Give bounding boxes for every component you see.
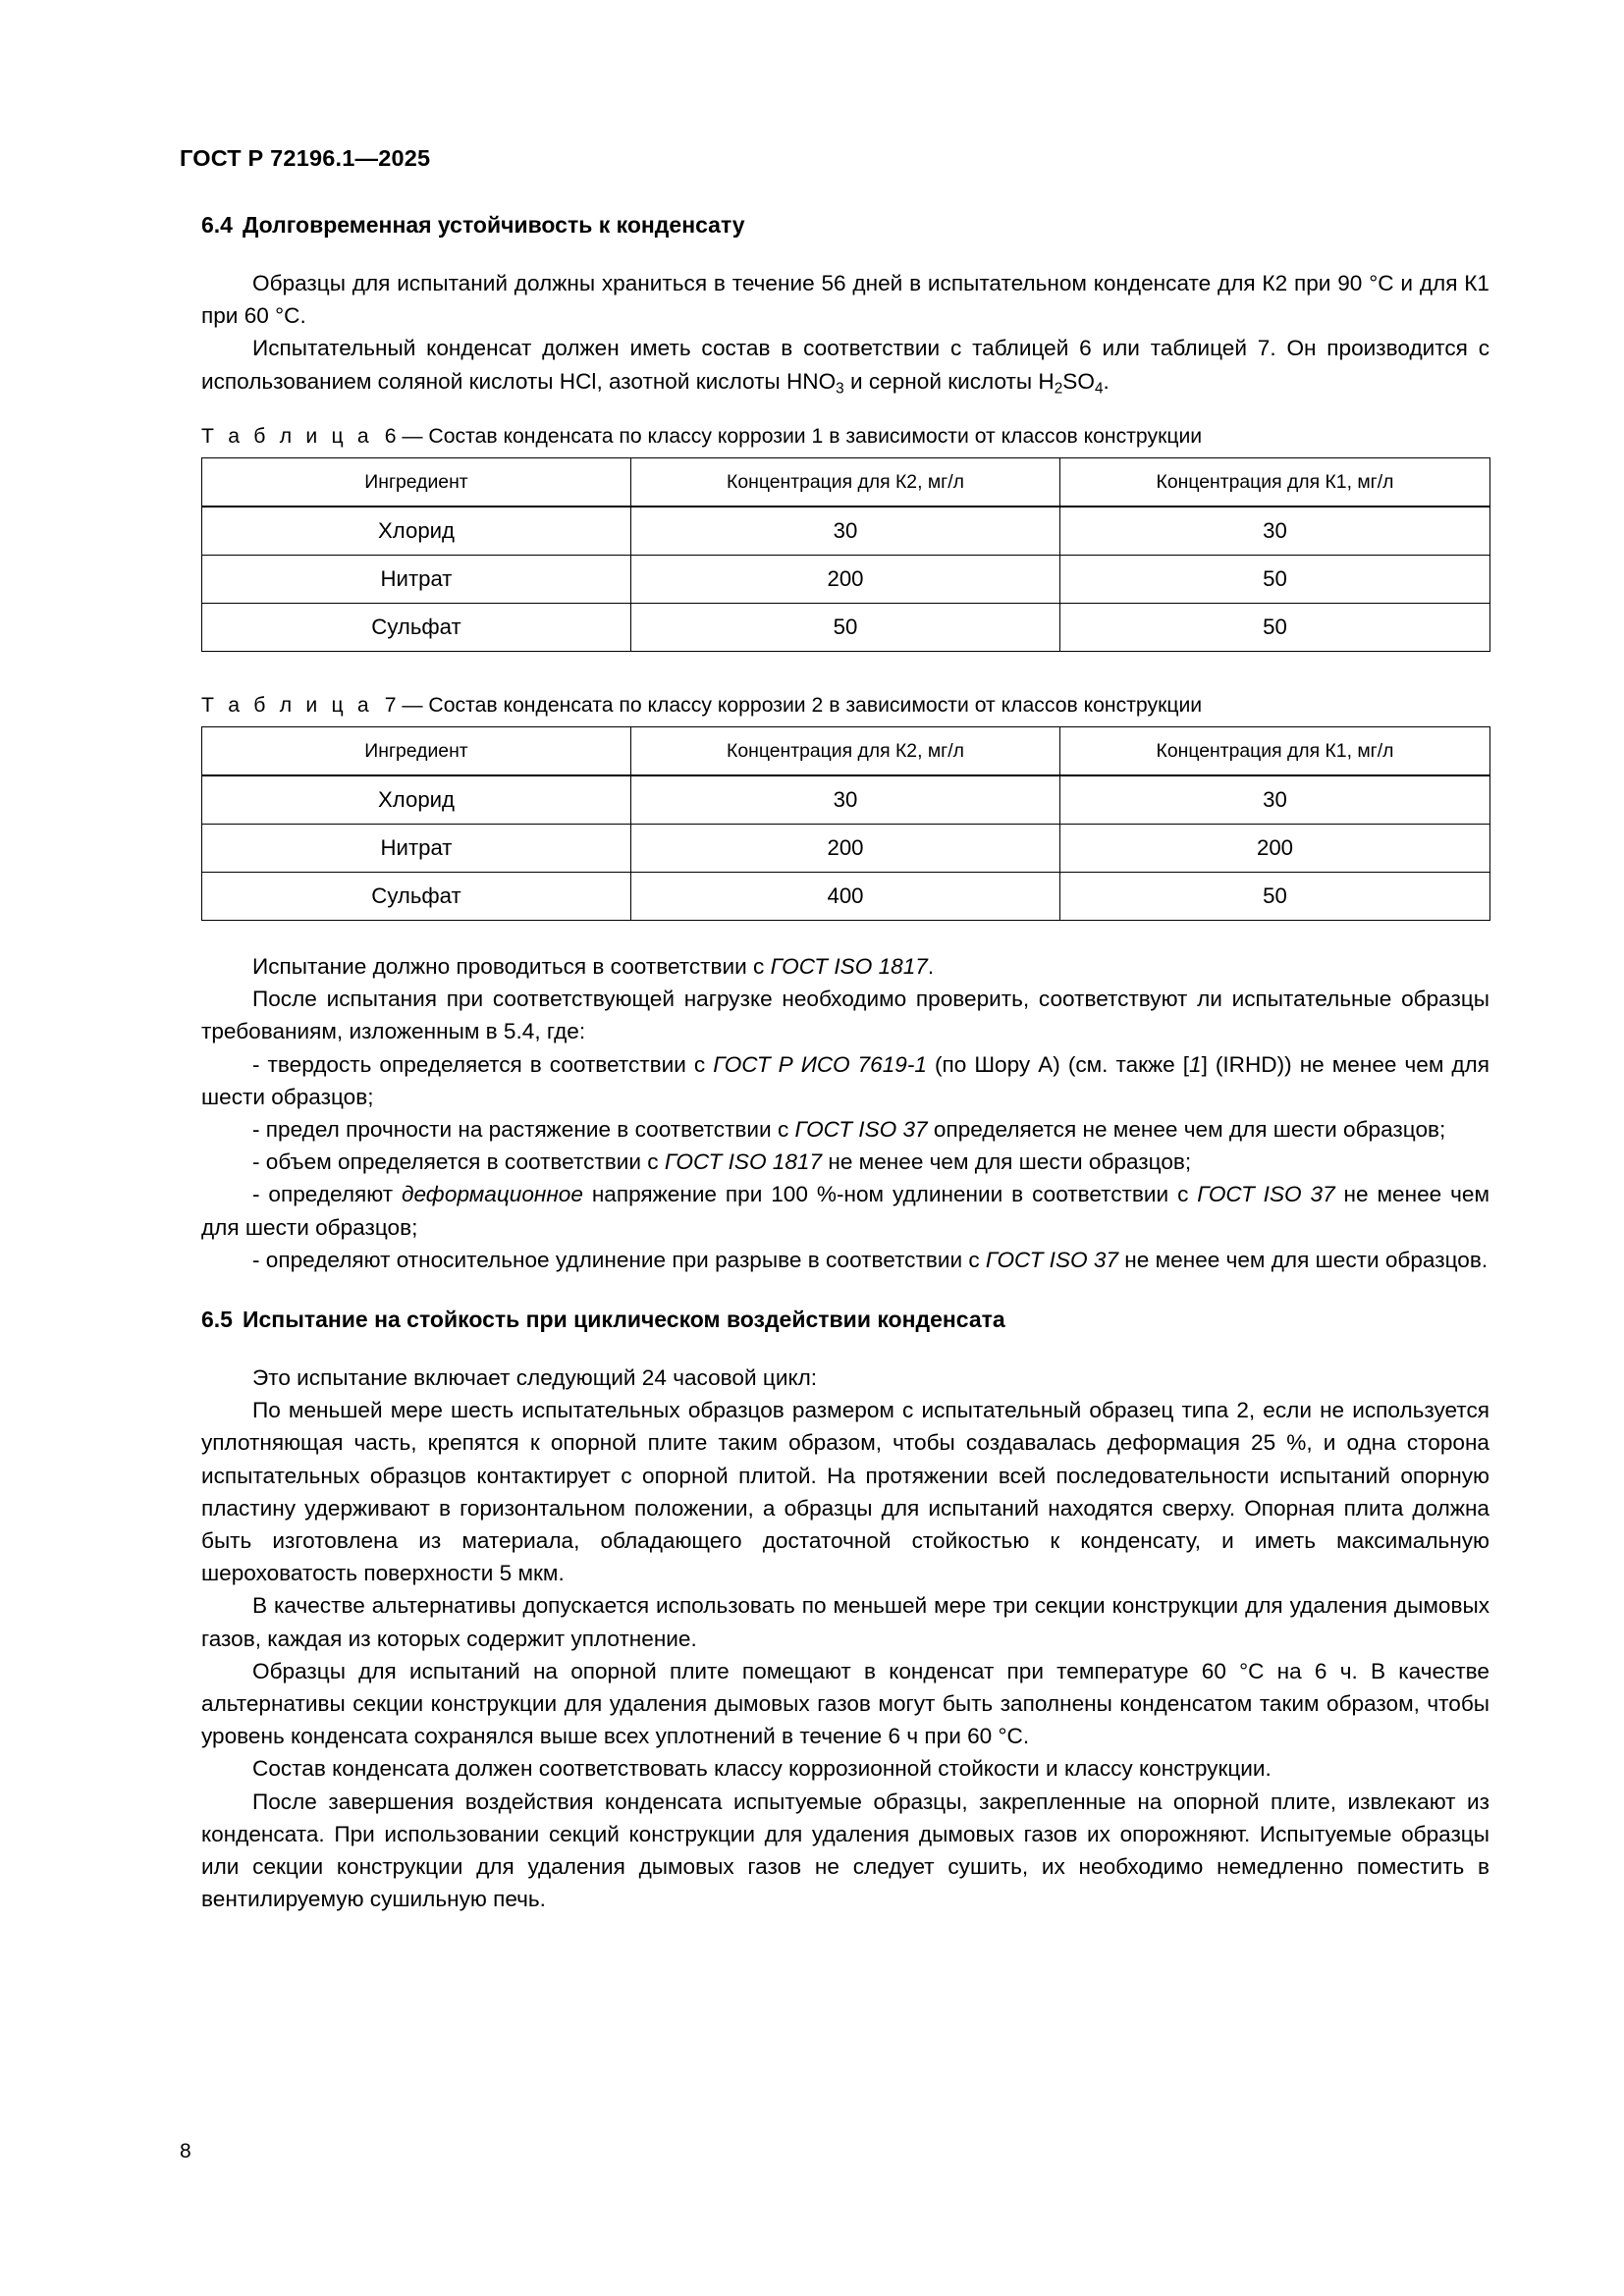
cell-ingredient: Хлорид	[202, 507, 631, 556]
text-run: .	[1103, 368, 1110, 394]
cell-k2: 200	[631, 556, 1060, 604]
standard-reference: ГОСТ ISO 37	[1197, 1182, 1335, 1207]
standard-reference: ГОСТ ISO 37	[794, 1117, 928, 1143]
text-run: - твердость определяется в соответствии с	[252, 1051, 714, 1077]
table-caption-6	[201, 422, 1489, 452]
paragraph-6-5-3: В качестве альтернативы допускается использовать по меньшей мере три секции конструкции для удаления дымовых газов, каждая из которых содержит уплотнение.	[201, 1593, 1489, 1651]
table-header-row	[202, 458, 1490, 507]
section-number: 6.5	[201, 1307, 233, 1333]
bullet-hardness	[201, 1048, 1489, 1113]
caption-label: Т а б л и ц а	[201, 694, 373, 717]
text-run: определяется не менее чем для шести образцов;	[927, 1117, 1446, 1143]
paragraph-6-4-3	[201, 950, 1489, 983]
cell-k1: 30	[1060, 507, 1490, 556]
text-run: не менее чем для шести образцов.	[1118, 1247, 1489, 1272]
text-run: не менее чем для шести образцов;	[822, 1149, 1192, 1175]
cell-k1: 50	[1060, 873, 1490, 921]
column-header-k1: Концентрация для К1, мг/л	[1060, 727, 1490, 775]
section-number: 6.4	[201, 212, 233, 238]
cell-k2: 400	[631, 873, 1060, 921]
text-run: - объем определяется в соответствии с	[252, 1149, 665, 1175]
table-row	[202, 604, 1490, 652]
paragraph-6-5-1: Это испытание включает следующий 24 часовой цикл:	[252, 1364, 818, 1390]
subscript: 4	[1094, 379, 1104, 397]
standard-reference: ГОСТ ISO 37	[985, 1247, 1119, 1272]
table-row	[202, 507, 1490, 556]
paragraph-6-5-5: Состав конденсата должен соответствовать классу коррозионной стойкости и классу конструкции.	[252, 1756, 1272, 1782]
text-run: не менее чем для шести образцов;	[201, 1182, 1489, 1240]
cell-k1: 50	[1060, 604, 1490, 652]
citation-number: 1	[1189, 1051, 1202, 1077]
cell-ingredient: Хлорид	[202, 776, 631, 825]
text-run: (по Шору А) (см. также [	[926, 1051, 1189, 1077]
subscript: 3	[836, 379, 844, 397]
column-header-k2: Концентрация для К2, мг/л	[631, 727, 1060, 775]
section-title: Долговременная устойчивость к конденсату	[242, 212, 745, 238]
text-run: и серной кислоты H	[843, 368, 1055, 394]
table-row	[202, 873, 1490, 921]
text-run: .	[927, 954, 935, 979]
cell-ingredient: Нитрат	[202, 556, 631, 604]
cell-k2: 50	[631, 604, 1060, 652]
text-run: Испытание должно проводиться в соответствии с	[252, 954, 771, 979]
table-row	[202, 825, 1490, 873]
text-run: SO	[1062, 368, 1095, 394]
paragraph-6-4-2	[201, 332, 1489, 404]
column-header-ingredient: Ингредиент	[202, 458, 631, 507]
bullet-elongation-at-break	[201, 1244, 1489, 1276]
subscript: 2	[1054, 379, 1063, 397]
paragraph-6-5-4: Образцы для испытаний на опорной плите помещают в конденсат при температуре 60 °С на 6 ч. В качестве альтернативы секции конструкции для удаления дымовых газов могут быть заполнены конденсатом таким образом, чтобы уровень конденсата сохранялся выше всех уплотнений в течение 6 ч при 60 °С.	[201, 1658, 1489, 1749]
cell-k2: 30	[631, 507, 1060, 556]
text-run: ] (IRHD)) не менее чем для шести образцов;	[201, 1051, 1489, 1109]
standard-reference: ГОСТ ISO 1817	[664, 1149, 823, 1175]
text-run: - определяют относительное удлинение при разрыве в соответствии с	[252, 1247, 986, 1272]
bullet-deformation-stress	[201, 1178, 1489, 1243]
paragraph-6-5-6: После завершения воздействия конденсата испытуемые образцы, закрепленные на опорной плите, извлекают из конденсата. При использовании секций конструкции для удаления дымовых газов их опорожняют. Испытуемые образцы или секции конструкции для удаления дымовых газов не следует сушить, их необходимо немедленно поместить в вентилируемую сушильную печь.	[201, 1789, 1489, 1912]
paragraph-6-5-2: По меньшей мере шесть испытательных образцов размером с испытательный образец типа 2, если не используется уплотняющая часть, крепятся к опорной плите таким образом, чтобы создавалась деформация 25 %, и одна сторона испытательных образцов контактирует с опорной плитой. На протяжении всей последовательности испытаний опорную пластину удерживают в горизонтальном положении, а образцы для испытаний находятся сверху. Опорная плита должна быть изготовлена из материала, обладающего достаточной стойкостью к конденсату, и иметь максимальную шероховатость поверхности 5 мкм.	[201, 1398, 1489, 1586]
section-heading-6-4	[201, 211, 1489, 240]
column-header-k1: Концентрация для К1, мг/л	[1060, 458, 1490, 507]
cell-k1: 50	[1060, 556, 1490, 604]
table-6	[201, 457, 1490, 652]
bullet-volume	[201, 1146, 1489, 1178]
table-header-row	[202, 727, 1490, 775]
section-heading-6-5	[201, 1306, 1489, 1335]
caption-text: 6 — Состав конденсата по классу коррозии 1 в зависимости от классов конструкции	[384, 425, 1203, 448]
page-content	[201, 211, 1489, 1915]
running-header: ГОСТ Р 72196.1—2025	[180, 145, 431, 171]
section-title: Испытание на стойкость при циклическом воздействии конденсата	[242, 1307, 1005, 1333]
table-row	[202, 776, 1490, 825]
cell-k2: 200	[631, 825, 1060, 873]
cell-k2: 30	[631, 776, 1060, 825]
column-header-ingredient: Ингредиент	[202, 727, 631, 775]
table-row	[202, 556, 1490, 604]
column-header-k2: Концентрация для К2, мг/л	[631, 458, 1060, 507]
cell-ingredient: Сульфат	[202, 604, 631, 652]
text-run: напряжение при 100 %-ном удлинении в соответствии с	[582, 1182, 1198, 1207]
paragraph-6-4-4: После испытания при соответствующей нагрузке необходимо проверить, соответствуют ли испытательные образцы требованиям, изложенным в 5.4, где:	[201, 987, 1489, 1044]
standard-reference: ГОСТ Р ИСО 7619-1	[713, 1051, 927, 1077]
table-7	[201, 726, 1490, 921]
cell-k1: 200	[1060, 825, 1490, 873]
cell-ingredient: Нитрат	[202, 825, 631, 873]
text-run: - предел прочности на растяжение в соответствии с	[252, 1117, 795, 1143]
page-number: 8	[180, 2140, 191, 2163]
standard-reference: ГОСТ ISO 1817	[770, 954, 928, 979]
text-run: Испытательный конденсат должен иметь состав в соответствии с таблицей 6 или таблицей 7. Он производится с использованием соляной кислоты HCl, азотной кислоты HNO	[201, 336, 1489, 394]
cell-k1: 30	[1060, 776, 1490, 825]
caption-text: 7 — Состав конденсата по классу коррозии 2 в зависимости от классов конструкции	[384, 694, 1203, 717]
text-run: - определяют	[252, 1182, 402, 1207]
bullet-tensile-strength	[201, 1113, 1489, 1146]
emphasis-term: деформационное	[402, 1182, 583, 1207]
cell-ingredient: Сульфат	[202, 873, 631, 921]
table-caption-7	[201, 691, 1489, 721]
caption-label: Т а б л и ц а	[201, 425, 373, 448]
paragraph-6-4-1: Образцы для испытаний должны храниться в течение 56 дней в испытательном конденсате для К2 при 90 °С и для К1 при 60 °С.	[201, 270, 1489, 329]
